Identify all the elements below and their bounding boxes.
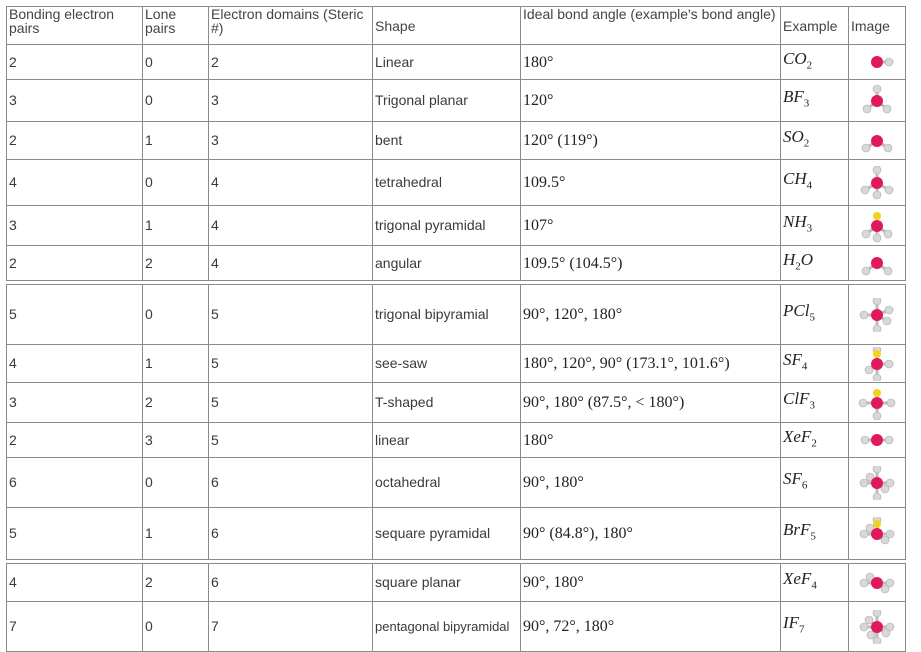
cell-bonding: 4 bbox=[7, 160, 143, 206]
cell-lone: 2 bbox=[143, 246, 209, 281]
table-row bbox=[7, 383, 906, 423]
cell-lone: 0 bbox=[143, 285, 209, 345]
example-subscript: 3 bbox=[809, 399, 815, 412]
cell-domains: 5 bbox=[209, 423, 373, 458]
molecule-icon bbox=[857, 166, 897, 200]
cell-angle: 120° bbox=[521, 80, 781, 122]
table-row bbox=[7, 602, 906, 652]
example-subscript: 5 bbox=[809, 311, 815, 324]
cell-example: $CO_2$ bbox=[781, 45, 849, 80]
molecule-icon bbox=[857, 246, 897, 280]
cell-angle: 90°, 180° (87.5°, < 180°) bbox=[521, 383, 781, 423]
table-row bbox=[7, 423, 906, 458]
cell-angle: 180° bbox=[521, 423, 781, 458]
cell-image bbox=[849, 45, 906, 80]
cell-angle: 180°, 120°, 90° (173.1°, 101.6°) bbox=[521, 345, 781, 383]
cell-image bbox=[849, 80, 906, 122]
cell-lone: 2 bbox=[143, 564, 209, 602]
cell-image bbox=[849, 285, 906, 345]
cell-shape: pentagonal bipyramidal bbox=[373, 602, 521, 652]
cell-angle: 90° (84.8°), 180° bbox=[521, 508, 781, 560]
cell-shape: octahedral bbox=[373, 458, 521, 508]
cell-lone: 2 bbox=[143, 383, 209, 423]
cell-angle: 109.5° bbox=[521, 160, 781, 206]
cell-angle: 120° (119°) bbox=[521, 122, 781, 160]
example-subscript: 2 bbox=[803, 137, 810, 150]
cell-bonding: 3 bbox=[7, 206, 143, 246]
cell-domains: 7 bbox=[209, 602, 373, 652]
cell-example: $CH_4$ bbox=[781, 160, 849, 206]
cell-bonding: 2 bbox=[7, 246, 143, 281]
example-subscript: 2 bbox=[806, 59, 813, 72]
example-subscript: 7 bbox=[799, 623, 805, 636]
molecule-icon bbox=[857, 84, 897, 118]
cell-bonding: 5 bbox=[7, 285, 143, 345]
molecule-icon bbox=[857, 347, 897, 381]
table-row bbox=[7, 80, 906, 122]
cell-lone: 1 bbox=[143, 345, 209, 383]
cell-image bbox=[849, 246, 906, 281]
cell-domains: 5 bbox=[209, 285, 373, 345]
header-lone: Lone pairs bbox=[143, 7, 209, 45]
cell-lone: 1 bbox=[143, 122, 209, 160]
cell-bonding: 5 bbox=[7, 508, 143, 560]
example-subscript: 3 bbox=[806, 222, 813, 235]
cell-example: BrF$_5$ bbox=[781, 508, 849, 560]
cell-example: $NH_3$ bbox=[781, 206, 849, 246]
cell-angle: 90°, 72°, 180° bbox=[521, 602, 781, 652]
cell-bonding: 4 bbox=[7, 564, 143, 602]
cell-domains: 4 bbox=[209, 246, 373, 281]
table-row bbox=[7, 345, 906, 383]
molecule-icon bbox=[857, 124, 897, 158]
example-subscript: 5 bbox=[810, 530, 816, 543]
molecule-icon bbox=[857, 610, 897, 644]
cell-image bbox=[849, 423, 906, 458]
example-subscript: 3 bbox=[803, 97, 810, 110]
table-row bbox=[7, 160, 906, 206]
cell-image bbox=[849, 508, 906, 560]
cell-bonding: 6 bbox=[7, 458, 143, 508]
cell-angle: 107° bbox=[521, 206, 781, 246]
cell-angle: 90°, 180° bbox=[521, 564, 781, 602]
table-row bbox=[7, 508, 906, 560]
table-row bbox=[7, 45, 906, 80]
cell-shape: trigonal pyramidal bbox=[373, 206, 521, 246]
cell-domains: 5 bbox=[209, 345, 373, 383]
cell-lone: 0 bbox=[143, 458, 209, 508]
cell-shape: trigonal bipyramial bbox=[373, 285, 521, 345]
header-row bbox=[7, 7, 906, 45]
example-subscript: 2 bbox=[795, 260, 801, 273]
molecule-icon bbox=[857, 209, 897, 243]
cell-example: PCl$_5$ bbox=[781, 285, 849, 345]
cell-lone: 0 bbox=[143, 45, 209, 80]
header-angle: Ideal bond angle (example's bond angle) bbox=[521, 7, 781, 45]
cell-example: XeF$_2$ bbox=[781, 423, 849, 458]
example-subscript: 2 bbox=[811, 437, 817, 450]
cell-shape: Linear bbox=[373, 45, 521, 80]
table-row bbox=[7, 246, 906, 281]
cell-example: $SF_6$ bbox=[781, 458, 849, 508]
cell-bonding: 2 bbox=[7, 122, 143, 160]
cell-angle: 90°, 120°, 180° bbox=[521, 285, 781, 345]
example-subscript: 6 bbox=[801, 479, 808, 492]
cell-image bbox=[849, 345, 906, 383]
cell-example: ClF$_3$ bbox=[781, 383, 849, 423]
cell-image bbox=[849, 564, 906, 602]
cell-shape: angular bbox=[373, 246, 521, 281]
cell-shape: linear bbox=[373, 423, 521, 458]
example-subscript: 4 bbox=[801, 360, 808, 373]
header-example: Example bbox=[781, 7, 849, 45]
molecule-icon bbox=[857, 517, 897, 551]
header-image: Image bbox=[849, 7, 906, 45]
cell-lone: 1 bbox=[143, 206, 209, 246]
cell-image bbox=[849, 602, 906, 652]
vsepr-table-wrapper bbox=[6, 6, 906, 652]
cell-image bbox=[849, 160, 906, 206]
cell-lone: 0 bbox=[143, 80, 209, 122]
molecule-icon bbox=[857, 566, 897, 600]
cell-lone: 1 bbox=[143, 508, 209, 560]
cell-shape: T-shaped bbox=[373, 383, 521, 423]
cell-domains: 4 bbox=[209, 160, 373, 206]
cell-lone: 0 bbox=[143, 602, 209, 652]
cell-domains: 6 bbox=[209, 508, 373, 560]
cell-bonding: 3 bbox=[7, 80, 143, 122]
cell-angle: 109.5° (104.5°) bbox=[521, 246, 781, 281]
table-row bbox=[7, 122, 906, 160]
cell-bonding: 2 bbox=[7, 45, 143, 80]
example-subscript: 4 bbox=[811, 579, 817, 592]
cell-shape: Trigonal planar bbox=[373, 80, 521, 122]
cell-bonding: 7 bbox=[7, 602, 143, 652]
cell-angle: 90°, 180° bbox=[521, 458, 781, 508]
vsepr-table bbox=[6, 6, 906, 652]
table-row bbox=[7, 564, 906, 602]
cell-domains: 2 bbox=[209, 45, 373, 80]
cell-example: $BF_3$ bbox=[781, 80, 849, 122]
cell-shape: sequare pyramidal bbox=[373, 508, 521, 560]
cell-domains: 3 bbox=[209, 122, 373, 160]
header-domains: Electron domains (Steric #) bbox=[209, 7, 373, 45]
cell-shape: see-saw bbox=[373, 345, 521, 383]
cell-shape: tetrahedral bbox=[373, 160, 521, 206]
molecule-icon bbox=[857, 45, 897, 79]
cell-bonding: 4 bbox=[7, 345, 143, 383]
cell-image bbox=[849, 458, 906, 508]
molecule-icon bbox=[857, 466, 897, 500]
cell-domains: 6 bbox=[209, 458, 373, 508]
molecule-icon bbox=[857, 423, 897, 457]
header-shape: Shape bbox=[373, 7, 521, 45]
cell-example: $SF_4$ bbox=[781, 345, 849, 383]
cell-example: XeF$_4$ bbox=[781, 564, 849, 602]
cell-bonding: 3 bbox=[7, 383, 143, 423]
cell-domains: 3 bbox=[209, 80, 373, 122]
cell-angle: 180° bbox=[521, 45, 781, 80]
cell-shape: square planar bbox=[373, 564, 521, 602]
cell-domains: 4 bbox=[209, 206, 373, 246]
table-row bbox=[7, 285, 906, 345]
cell-image bbox=[849, 383, 906, 423]
cell-domains: 6 bbox=[209, 564, 373, 602]
cell-lone: 0 bbox=[143, 160, 209, 206]
cell-bonding: 2 bbox=[7, 423, 143, 458]
molecule-icon bbox=[857, 386, 897, 420]
cell-image bbox=[849, 122, 906, 160]
cell-image bbox=[849, 206, 906, 246]
cell-example: $IF_7$ bbox=[781, 602, 849, 652]
header-bonding: Bonding electron pairs bbox=[7, 7, 143, 45]
molecule-icon bbox=[857, 298, 897, 332]
table-row bbox=[7, 206, 906, 246]
cell-example: $H_2O$ bbox=[781, 246, 849, 281]
cell-shape: bent bbox=[373, 122, 521, 160]
cell-example: $SO_2$ bbox=[781, 122, 849, 160]
cell-domains: 5 bbox=[209, 383, 373, 423]
table-row bbox=[7, 458, 906, 508]
example-subscript: 4 bbox=[806, 179, 813, 192]
cell-lone: 3 bbox=[143, 423, 209, 458]
